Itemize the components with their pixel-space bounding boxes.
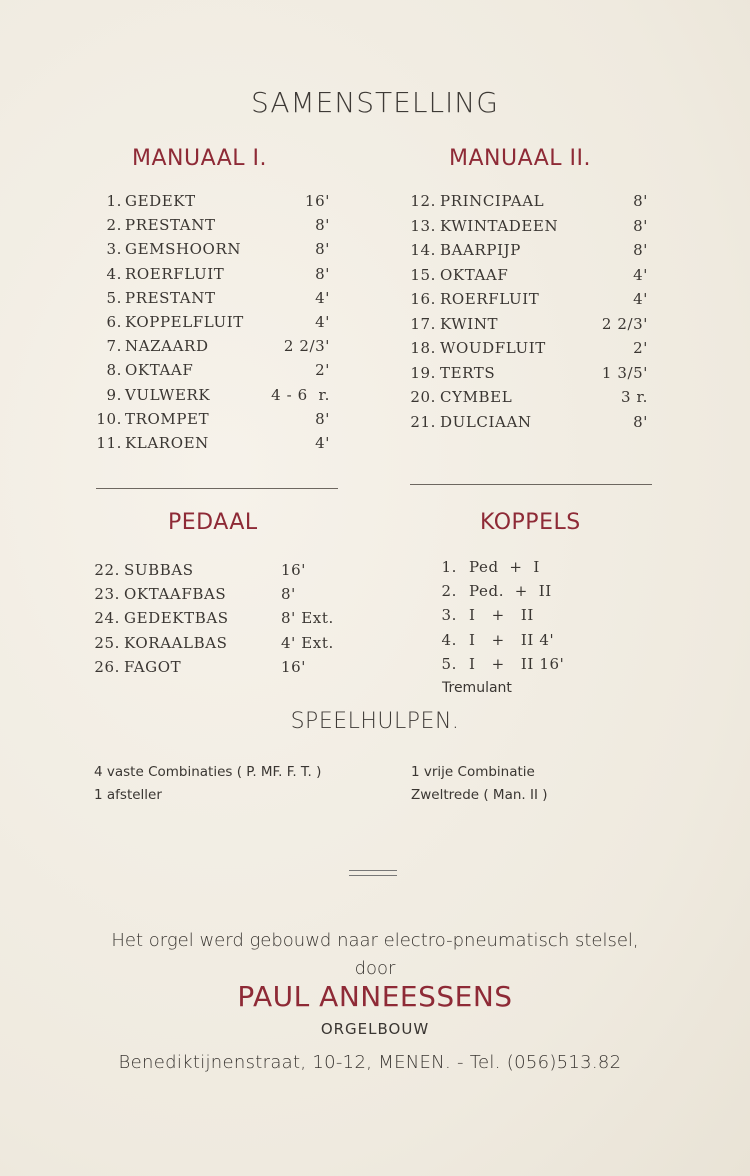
- stop-size: 1 3/5': [601, 363, 648, 382]
- stop-name: GEMSHOORN: [125, 240, 242, 259]
- stop-size: 2 2/3': [283, 337, 330, 356]
- builder-address: Benediktijnenstraat, 10-12, MENEN. - Tel. (056)513.82: [118, 1052, 622, 1073]
- stop-size: 4': [315, 434, 330, 452]
- stop-size: 8': [633, 241, 648, 259]
- stop-name: FAGOT: [124, 657, 182, 676]
- stop-size: 8': [633, 412, 648, 431]
- stop-number: 9.: [106, 385, 122, 404]
- koppels-heading: KOPPELS: [480, 510, 581, 535]
- manuaal-2-stop: [0, 217, 750, 237]
- stop-number: 10.: [96, 409, 122, 428]
- stop-number: 8.: [106, 361, 122, 380]
- stop-number: 7.: [106, 337, 122, 356]
- speelhulpen-heading: SPEELHULPEN.: [290, 709, 460, 734]
- stop-size: 16': [281, 561, 307, 579]
- stop-size: 4': [315, 313, 330, 331]
- stop-size: 4' Ext.: [281, 633, 334, 652]
- divider-left: [96, 488, 338, 489]
- stop-number: 5.: [441, 654, 457, 673]
- stop-number: 11.: [96, 434, 122, 452]
- tremulant-label: Tremulant: [442, 680, 512, 696]
- manuaal-2-stop: [0, 413, 750, 433]
- stop-name: OKTAAF: [440, 265, 509, 284]
- orgelbouw-label: ORGELBOUW: [320, 1020, 430, 1038]
- stop-size: 8': [633, 216, 648, 235]
- manuaal-2-stop: [0, 385, 750, 408]
- coupler-item: [0, 558, 750, 578]
- stop-size: 2': [315, 361, 330, 380]
- stop-size: 16': [281, 657, 307, 676]
- stop-size: 8': [281, 585, 296, 604]
- stop-name: DULCIAAN: [440, 412, 532, 431]
- stop-number: 5.: [106, 288, 122, 307]
- speelhulpen-right-1: 1 vrije Combinatie: [411, 764, 535, 780]
- stop-name: KWINTADEEN: [440, 216, 559, 235]
- stop-number: 2.: [441, 582, 457, 601]
- stop-number: 3.: [106, 240, 122, 259]
- manuaal-2-stop: [0, 241, 750, 261]
- stop-name: GEDEKT: [125, 192, 196, 210]
- stop-number: 21.: [410, 412, 436, 431]
- manuaal-2-heading: MANUAAL II.: [449, 146, 592, 171]
- stop-number: 26.: [94, 657, 120, 676]
- stop-name: NAZAARD: [125, 337, 209, 356]
- manuaal-1-heading: MANUAAL I.: [132, 146, 268, 171]
- stop-number: 23.: [94, 585, 120, 604]
- stop-size: 8': [315, 240, 330, 259]
- coupler-item: [0, 631, 750, 651]
- manuaal-2-stop: [0, 266, 750, 286]
- footer-door: door: [354, 958, 396, 979]
- stop-size: 4 - 6 r.: [271, 385, 330, 404]
- stop-number: 12.: [410, 192, 436, 210]
- stop-size: 8': [315, 216, 330, 235]
- stop-number: 14.: [410, 241, 436, 259]
- stop-number: 22.: [94, 561, 120, 579]
- stop-name: SUBBAS: [124, 561, 194, 579]
- stop-name: PRINCIPAAL: [440, 192, 545, 210]
- coupler-text: I + II 16': [469, 654, 565, 673]
- stop-name: VULWERK: [125, 385, 211, 404]
- pedaal-heading: PEDAAL: [168, 510, 258, 535]
- coupler-text: I + II 4': [469, 630, 555, 649]
- stop-number: 15.: [410, 265, 436, 284]
- stop-size: 8': [633, 192, 648, 210]
- stop-number: 19.: [410, 363, 436, 382]
- stop-name: KOPPELFLUIT: [125, 313, 244, 331]
- stop-number: 24.: [94, 609, 120, 628]
- stop-name: CYMBEL: [440, 388, 513, 406]
- stop-name: OKTAAF: [125, 361, 194, 380]
- stop-name: TERTS: [440, 363, 496, 382]
- stop-number: 1.: [441, 558, 457, 576]
- footer-line-1: Het orgel werd gebouwd naar electro-pneumatisch stelsel,: [111, 930, 639, 951]
- stop-size: 16': [304, 192, 330, 210]
- stop-name: KLAROEN: [125, 434, 209, 452]
- stop-size: 2 2/3': [601, 314, 648, 333]
- builder-name: PAUL ANNEESSENS: [237, 980, 513, 1013]
- coupler-item: [0, 655, 750, 675]
- speelhulpen-left-2: 1 afsteller: [94, 787, 162, 803]
- stop-number: 25.: [94, 633, 120, 652]
- stop-name: PRESTANT: [125, 216, 216, 235]
- stop-size: 4': [633, 265, 648, 284]
- stop-name: OKTAAFBAS: [124, 585, 227, 604]
- coupler-text: Ped + I: [469, 558, 540, 576]
- double-rule: [349, 870, 397, 876]
- manuaal-1-stop: [0, 434, 750, 454]
- manuaal-2-stop: [0, 364, 750, 384]
- stop-number: 6.: [106, 313, 122, 331]
- stop-size: 8' Ext.: [281, 609, 334, 628]
- stop-number: 18.: [410, 339, 436, 357]
- manuaal-2-stop: [0, 315, 750, 335]
- stop-number: 17.: [410, 314, 436, 333]
- stop-size: 4': [633, 290, 648, 308]
- coupler-text: I + II: [469, 606, 534, 625]
- stop-size: 3 r.: [620, 388, 648, 406]
- page-title: SAMENSTELLING: [251, 86, 499, 119]
- stop-name: BAARPIJP: [440, 241, 521, 259]
- stop-number: 13.: [410, 216, 436, 235]
- stop-number: 2.: [106, 216, 122, 235]
- divider-right: [410, 484, 652, 485]
- speelhulpen-right-2: Zweltrede ( Man. II ): [411, 787, 548, 803]
- stop-name: ROERFLUIT: [440, 290, 540, 308]
- stop-name: ROERFLUIT: [125, 264, 225, 283]
- stop-number: 1.: [106, 192, 122, 210]
- coupler-item: [0, 606, 750, 626]
- stop-number: 4.: [441, 630, 457, 649]
- manuaal-2-stop: [0, 192, 750, 212]
- coupler-text: Ped. + II: [469, 582, 552, 601]
- stop-number: 4.: [106, 264, 122, 283]
- stop-number: 3.: [441, 606, 457, 625]
- coupler-item: [0, 582, 750, 602]
- stop-name: PRESTANT: [125, 288, 216, 307]
- stop-size: 2': [633, 339, 648, 357]
- stop-number: 16.: [410, 290, 436, 308]
- stop-name: GEDEKTBAS: [124, 609, 229, 628]
- speelhulpen-left-1: 4 vaste Combinaties ( P. MF. F. T. ): [94, 764, 322, 780]
- stop-number: 20.: [410, 388, 436, 406]
- stop-size: 4': [315, 288, 330, 307]
- manuaal-2-stop: [0, 339, 750, 359]
- stop-size: 8': [315, 264, 330, 283]
- stop-name: KORAALBAS: [124, 633, 228, 652]
- stop-name: KWINT: [440, 314, 499, 333]
- stop-name: TROMPET: [125, 409, 210, 428]
- stop-size: 8': [315, 409, 330, 428]
- manuaal-2-stop: [0, 290, 750, 310]
- stop-name: WOUDFLUIT: [440, 339, 546, 357]
